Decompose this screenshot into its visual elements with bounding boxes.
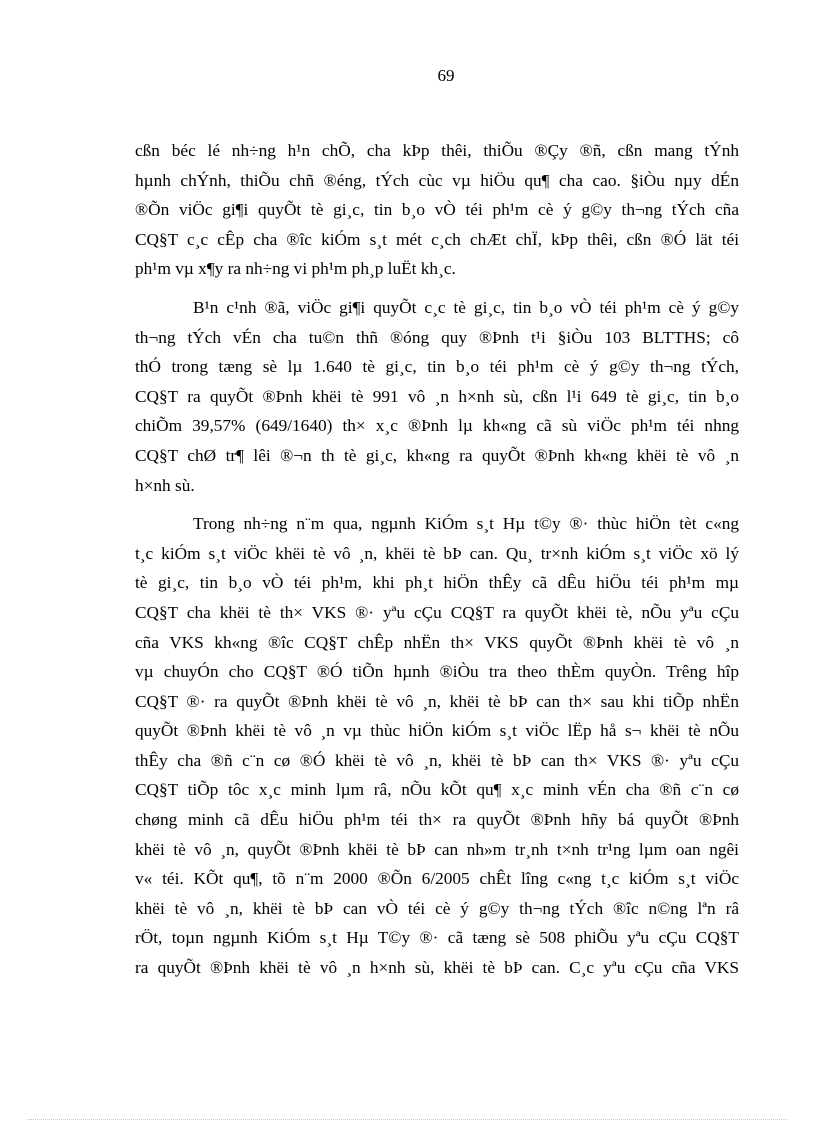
text-line: CQ§T cha khëi tè th× VKS ®· yªu cÇu CQ§T ra quyÕt khëi tè, nÕu yªu cÇu <box>135 602 739 622</box>
text-line: t¸c kiÓm s¸t viÖc khëi tè vô ¸n, khëi tè bÞ can. Qu¸ tr×nh kiÓm s¸t viÖc xö lý <box>135 543 739 563</box>
page-bottom-divider <box>28 1119 788 1120</box>
text-line: cña VKS kh«ng ®îc CQ§T chÊp nhËn th× VKS quyÕt ®Þnh khëi tè vô ¸n <box>135 632 739 652</box>
text-line: B¹n c¹nh ®ã, viÖc gi¶i quyÕt c¸c tè gi¸c, tin b¸o vÒ téi ph¹m cè ý g©y <box>193 297 739 317</box>
text-line: chiÕm 39,57% (649/1640) th× x¸c ®Þnh lµ kh«ng cã sù viÖc ph¹m téi nhng <box>135 416 739 436</box>
text-line: ®Õn viÖc gi¶i quyÕt tè gi¸c, tin b¸o vÒ téi ph¹m cè ý g©y th¬ng tÝch cña <box>135 200 739 220</box>
text-line: h×nh sù. <box>135 475 195 495</box>
text-line: thÓ trong tæng sè lµ 1.640 tè gi¸c, tin b¸o téi ph¹m cè ý g©y th¬ng tÝch, <box>135 357 739 377</box>
paragraph-2 <box>135 293 739 500</box>
text-line: hµnh chÝnh, thiÕu chñ ®éng, tÝch cùc vµ hiÖu qu¶ cha cao. §iÒu nµy dÉn <box>135 170 739 190</box>
text-line: th¬ng tÝch vÉn cha tu©n thñ ®óng quy ®Þnh t¹i §iÒu 103 BLTTHS; cô <box>135 327 739 347</box>
text-line: quyÕt ®Þnh khëi tè vô ¸n vµ thùc hiÖn kiÓm s¸t viÖc lËp hå s¬ khëi tè nÕu <box>135 721 739 741</box>
text-line: cßn béc lé nh÷ng h¹n chÕ, cha kÞp thêi, thiÕu ®Çy ®ñ, cßn mang tÝnh <box>135 141 739 160</box>
text-line: CQ§T tiÕp tôc x¸c minh lµm râ, nÕu kÕt qu¶ x¸c minh vÉn cha ®ñ c¨n cø <box>135 780 739 800</box>
text-line: CQ§T ®· ra quyÕt ®Þnh khëi tè vô ¸n, khëi tè bÞ can th× sau khi tiÕp nhËn <box>135 691 739 711</box>
text-line: khëi tè vô ¸n, khëi tè bÞ can vÒ téi cè ý g©y th¬ng tÝch ®îc n©ng lªn râ <box>135 898 739 918</box>
text-line: ra quyÕt ®Þnh khëi tè vô ¸n h×nh sù, khëi tè bÞ can. C¸c yªu cÇu cña VKS <box>135 958 739 978</box>
text-line: vµ chuyÓn cho CQ§T ®Ó tiÕn hµnh ®iÒu tra theo thÈm quyÒn. Trêng hîp <box>135 662 739 682</box>
paragraph-3 <box>135 509 739 983</box>
body-text <box>135 136 739 992</box>
text-line: rÖt, toµn ngµnh KiÓm s¸t Hµ T©y ®· cã tæng sè 508 phiÕu yªu cÇu CQ§T <box>135 928 739 948</box>
page-number: 69 <box>437 66 455 85</box>
text-line: v« téi. KÕt qu¶, tõ n¨m 2000 ®Õn 6/2005 chÊt lîng c«ng t¸c kiÓm s¸t viÖc <box>135 869 739 889</box>
text-line: thÊy cha ®ñ c¨n cø ®Ó khëi tè vô ¸n, khëi tè bÞ can th× VKS ®· yªu cÇu <box>135 750 739 770</box>
paragraph-1 <box>135 136 739 284</box>
text-line: Trong nh÷ng n¨m qua, ngµnh KiÓm s¸t Hµ t©y ®· thùc hiÖn tèt c«ng <box>193 514 739 534</box>
text-line: tè gi¸c, tin b¸o vÒ téi ph¹m, khi ph¸t hiÖn thÊy cã dÊu hiÖu téi ph¹m mµ <box>135 573 739 593</box>
text-line: CQ§T c¸c cÊp cha ®îc kiÓm s¸t mét c¸ch chÆt chÏ, kÞp thêi, cßn ®Ó lät téi <box>135 229 739 249</box>
text-line: khëi tè vô ¸n, quyÕt ®Þnh khëi tè bÞ can nh»m tr¸nh t×nh tr¹ng lµm oan ngêi <box>135 839 739 859</box>
text-line: ph¹m vµ x¶y ra nh÷ng vi ph¹m ph¸p luËt kh¸c. <box>135 259 456 279</box>
text-line: CQ§T chØ tr¶ lêi ®¬n th tè gi¸c, kh«ng ra quyÕt ®Þnh kh«ng khëi tè vô ¸n <box>135 445 739 465</box>
text-line: CQ§T ra quyÕt ®Þnh khëi tè 991 vô ¸n h×nh sù, cßn l¹i 649 tè gi¸c, tin b¸o <box>135 386 739 406</box>
text-line: chøng minh cã dÊu hiÖu ph¹m téi th× ra quyÕt ®Þnh hñy bá quyÕt ®Þnh <box>135 810 739 830</box>
